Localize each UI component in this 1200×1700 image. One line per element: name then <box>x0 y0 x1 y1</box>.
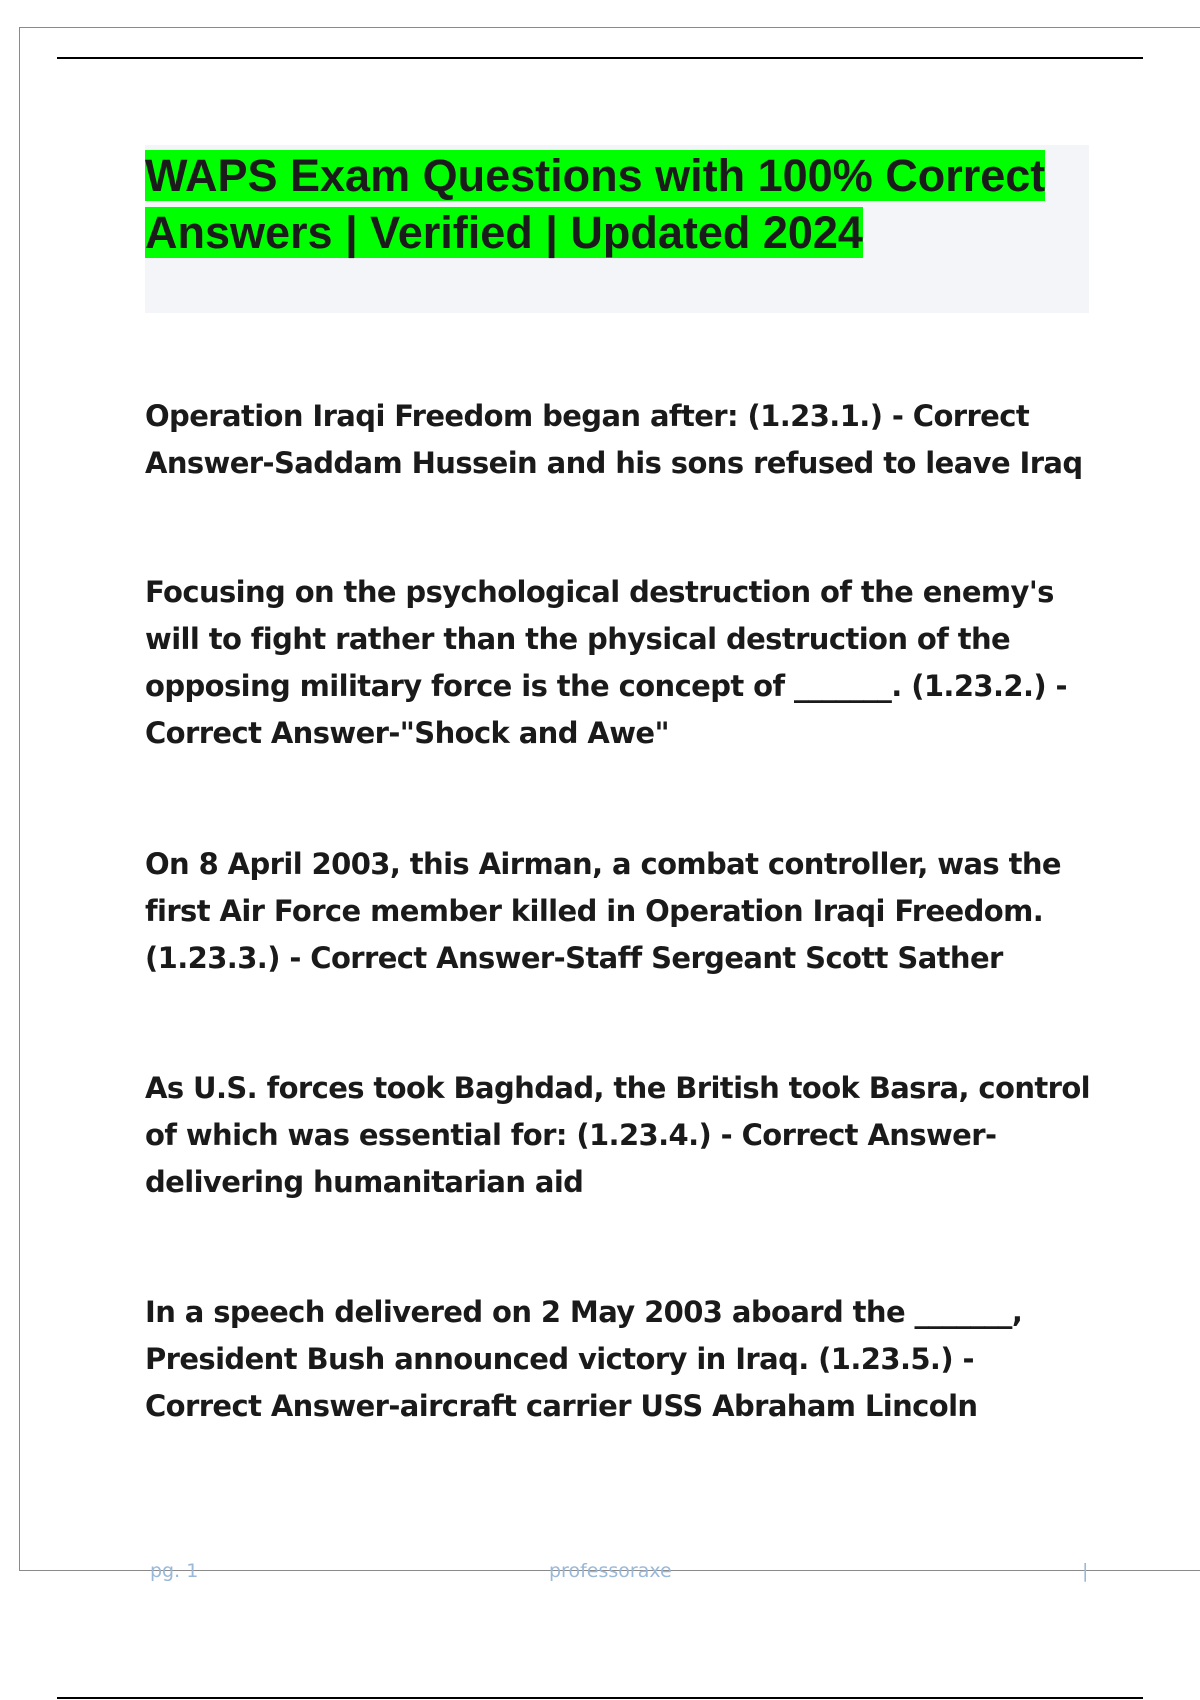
bottom-rule <box>57 1697 1143 1699</box>
top-rule <box>57 57 1143 59</box>
question-1: Operation Iraqi Freedom began after: (1.23.1.) - Correct Answer-Saddam Hussein and his sons refused to leave Iraq <box>145 399 1083 480</box>
footer-mark: | <box>1082 1560 1089 1582</box>
title-block <box>145 145 1089 313</box>
title-highlight: WAPS Exam Questions with 100% Correct Answers | Verified | Updated 2024 <box>145 150 1046 258</box>
document-title <box>145 145 1089 261</box>
question-2: Focusing on the psychological destruction of the enemy's will to fight rather than the physical destruction of the opposing military force is the concept of _______. (1.23.2.) - Correct Answer-"Shock and Awe" <box>145 575 1067 750</box>
footer-page-number: pg. 1 <box>150 1560 199 1582</box>
question-3: On 8 April 2003, this Airman, a combat controller, was the first Air Force member killed in Operation Iraqi Freedom. (1.23.3.) - Correct Answer-Staff Sergeant Scott Sather <box>145 847 1061 975</box>
question-5: In a speech delivered on 2 May 2003 aboard the _______, President Bush announced victory in Iraq. (1.23.5.) - Correct Answer-aircraft carrier USS Abraham Lincoln <box>145 1295 1023 1423</box>
question-4: As U.S. forces took Baghdad, the British took Basra, control of which was essential for: (1.23.4.) - Correct Answer-delivering humanitarian aid <box>145 1071 1091 1199</box>
footer-author: professoraxe <box>549 1560 672 1582</box>
